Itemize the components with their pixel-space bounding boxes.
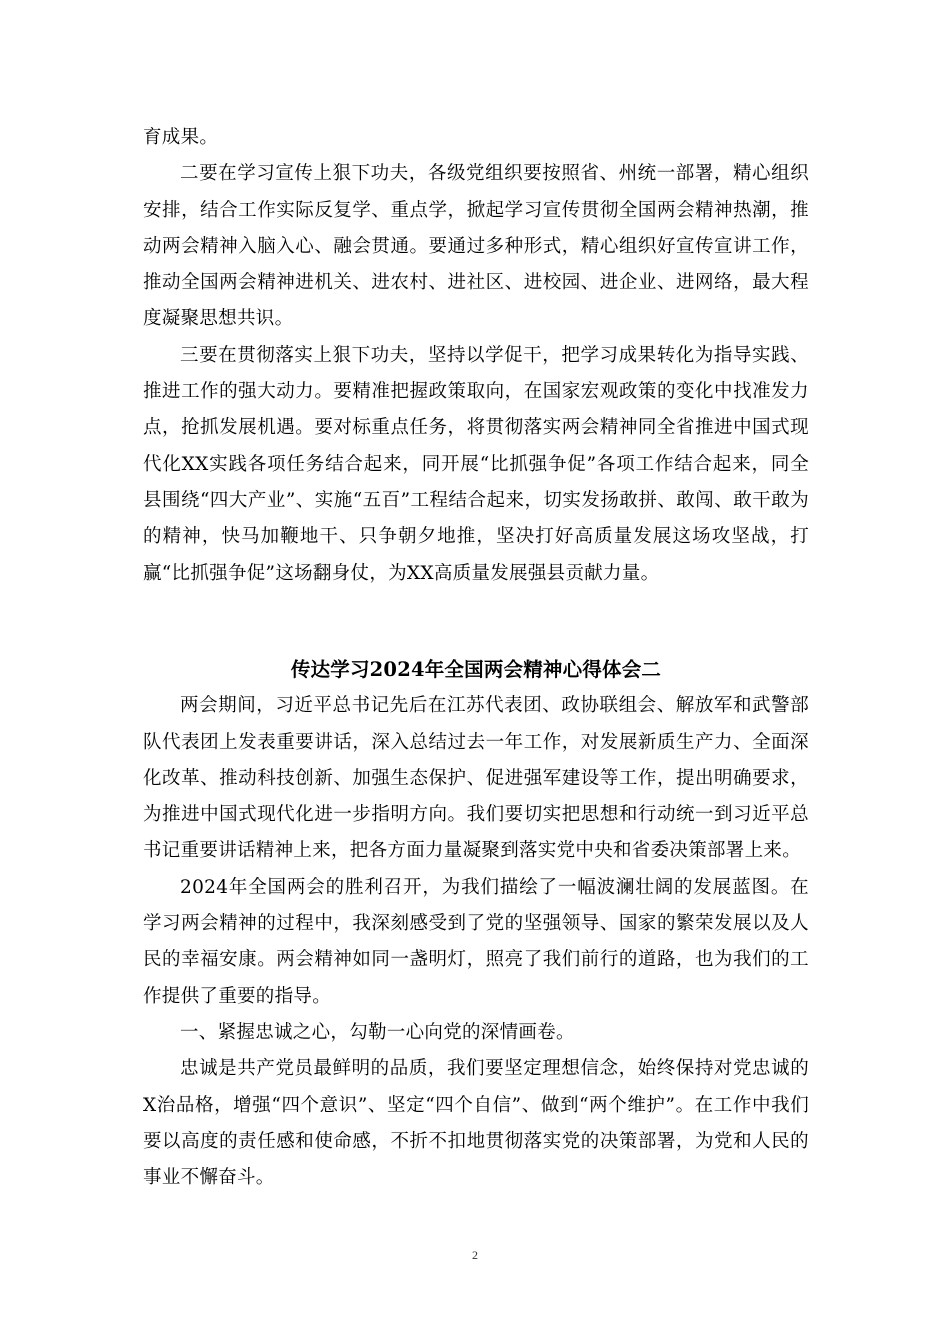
paragraph-loyalty: 忠诚是共产党员最鲜明的品质，我们要坚定理想信念，始终保持对党忠诚的X治品格，增强“四个意识”、坚定“四个自信”、做到“两个维护”。在工作中我们要以高度的责任感和使命感，不折不扣地贯彻落实党的决策部署，为党和人民的事业不懈奋斗。: [143, 1058, 809, 1189]
body-text-section-two: [143, 652, 809, 1196]
section-heading: 传达学习2024年全国两会精神心得体会二: [290, 658, 662, 681]
paragraph-subheading-loyalty: 一、紧握忠诚之心，勾勒一心向党的深情画卷。: [180, 1021, 575, 1043]
paragraph-blueprint: 2024年全国两会的胜利召开，为我们描绘了一幅波澜壮阔的发展蓝图。在学习两会精神的过程中，我深刻感受到了党的坚强领导、国家的繁荣发展以及人民的幸福安康。两会精神如同一盏明灯，照亮了我们前行的道路，也为我们的工作提供了重要的指导。: [143, 876, 809, 1007]
paragraph-continuation: 育成果。: [143, 127, 219, 148]
paragraph-speech: 两会期间，习近平总书记先后在江苏代表团、政协联组会、解放军和武警部队代表团上发表重要讲话，深入总结过去一年工作，对发展新质生产力、全面深化改革、推动科技创新、加强生态保护、促进强军建设等工作，提出明确要求，为推进中国式现代化进一步指明方向。我们要切实把思想和行动统一到习近平总书记重要讲话精神上来，把各方面力量凝聚到落实党中央和省委决策部署上来。: [143, 695, 809, 862]
body-text-top: [143, 120, 809, 592]
paragraph-implementation: 三要在贯彻落实上狠下功夫，坚持以学促干，把学习成果转化为指导实践、推进工作的强大动力。要精准把握政策取向，在国家宏观政策的变化中找准发力点，抢抓发展机遇。要对标重点任务，将贯彻落实两会精神同全省推进中国式现代化XX实践各项任务结合起来，同开展“比抓强争促”各项工作结合起来，同全县围绕“四大产业”、实施“五百”工程结合起来，切实发扬敢拼、敢闯、敢干敢为的精神，快马加鞭地干、只争朝夕地推，坚决打好高质量发展这场攻坚战，打赢“比抓强争促”这场翻身仗，为XX高质量发展强县贡献力量。: [143, 344, 809, 584]
page-number: 2: [472, 1248, 478, 1262]
paragraph-publicity: 二要在学习宣传上狠下功夫，各级党组织要按照省、州统一部署，精心组织安排，结合工作实际反复学、重点学，掀起学习宣传贯彻全国两会精神热潮，推动两会精神入脑入心、融会贯通。要通过多种形式，精心组织好宣传宣讲工作，推动全国两会精神进机关、进农村、进社区、进校园、进企业、进网络，最大程度凝聚思想共识。: [143, 163, 809, 330]
